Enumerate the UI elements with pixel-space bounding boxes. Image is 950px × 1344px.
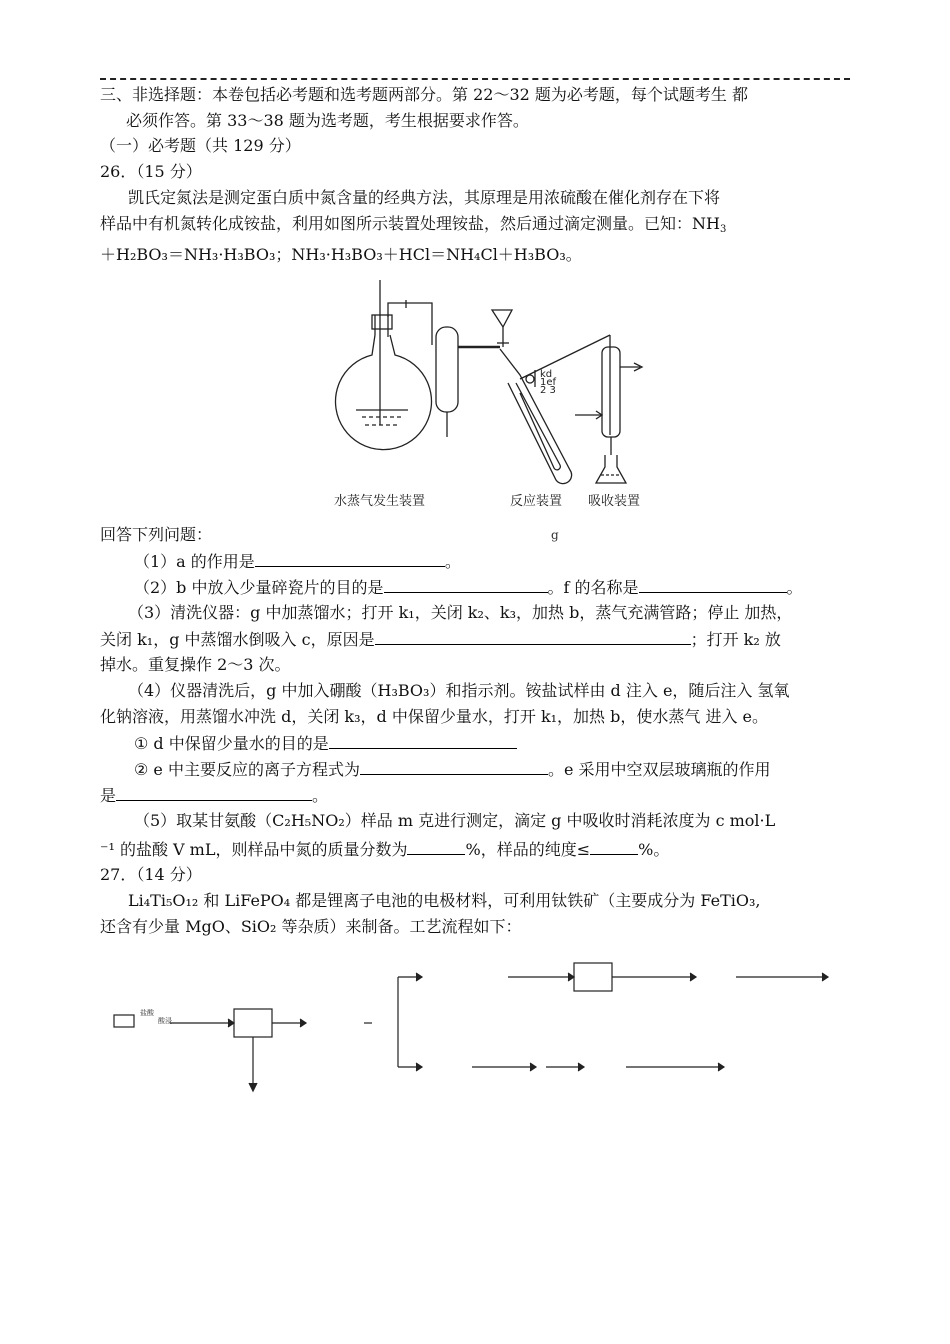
required-section-title: （一）必考题（共 129 分） xyxy=(100,136,301,155)
q26-part5-text-b: %，样品的纯度≤ xyxy=(465,840,591,859)
reaction-vessel xyxy=(492,310,610,484)
q26-part2 xyxy=(134,576,803,599)
answer-blank-2b[interactable] xyxy=(639,576,787,593)
fig-label-reaction: 反应装置 xyxy=(510,494,563,509)
q26-part3-line2 xyxy=(100,628,781,651)
q26-part3-text-b: ；打开 k₂ 放 xyxy=(690,630,781,649)
flow-start-box xyxy=(114,1015,134,1027)
q26-part5-line1: （5）取某甘氨酸（C₂H₅NO₂）样品 m 克进行测定，滴定 g 中吸收时消耗浓度为 c mol·L xyxy=(134,811,776,830)
q26-part1 xyxy=(134,550,461,573)
q26-part4-q1-text: ① d 中保留少量水的目的是 xyxy=(134,734,329,753)
process-flow-diagram xyxy=(100,955,840,1105)
q26-part4-q2-text-b: 。e 采用中空双层玻璃瓶的作用 xyxy=(548,760,771,779)
fig-label-absorb: 吸收装置 xyxy=(588,494,641,509)
answer-blank-4a[interactable] xyxy=(329,732,517,749)
q26-part4-q2 xyxy=(134,758,771,781)
q26-intro-line3: ＋H₂BO₃＝NH₃·H₃BO₃；NH₃·H₃BO₃＋HCl＝NH₄Cl＋H₃BO₃。 xyxy=(100,245,582,264)
q26-part5-line2 xyxy=(100,838,669,861)
section-heading-line2: 必须作答。第 33～38 题为选考题，考生根据要求作答。 xyxy=(126,111,529,130)
top-dashed-divider xyxy=(100,78,850,80)
q26-number: 26．（15 分） xyxy=(100,162,202,181)
answer-blank-3[interactable] xyxy=(375,628,691,645)
q26-part5-text-c: %。 xyxy=(638,840,670,859)
kjeldahl-apparatus-figure xyxy=(320,275,670,520)
q26-part4-line2: 化钠溶液，用蒸馏水冲洗 d，关闭 k₃，d 中保留少量水，打开 k₁，加热 b，使水蒸气 进入 e。 xyxy=(100,707,769,726)
fig-label-steam: 水蒸气发生装置 xyxy=(334,494,426,509)
q26-intro-line2-text: 样品中有机氮转化成铵盐，利用如图所示装置处理铵盐，然后通过滴定测量。已知：NH xyxy=(100,214,720,233)
flow-box-leach xyxy=(234,1009,272,1037)
q26-part4-q2-text-c: 是 xyxy=(100,786,117,805)
section-heading-line1: 三、非选择题：本卷包括必考题和选考题两部分。第 22～32 题为必考题，每个试题考生 都 xyxy=(100,85,748,104)
answer-blank-4b[interactable] xyxy=(360,758,548,775)
q26-part3-text-a: 关闭 k₁，g 中蒸馏水倒吸入 c，原因是 xyxy=(100,630,375,649)
flow-label-acid: 盐酸 xyxy=(140,1009,154,1017)
q27-intro-line2: 还含有少量 MgO、SiO₂ 等杂质）来制备。工艺流程如下： xyxy=(100,917,522,936)
q26-part1-end: 。 xyxy=(444,552,461,571)
q27-number: 27．（14 分） xyxy=(100,865,202,884)
q26-part2-text-a: （2）b 中放入少量碎瓷片的目的是 xyxy=(134,578,384,597)
q26-part2-end: 。 xyxy=(786,578,803,597)
q26-intro-line2 xyxy=(100,213,726,241)
answer-blank-1[interactable] xyxy=(255,550,445,567)
q26-answer-prompt: 回答下列问题： xyxy=(100,525,213,544)
q26-part4-q1 xyxy=(134,732,517,755)
q26-part4-q2-cont xyxy=(100,784,328,807)
q26-part2-text-b: 。f 的名称是 xyxy=(547,578,639,597)
fig-small-labels: kd 1ef 2 3 xyxy=(540,369,557,396)
q26-part5-text-a: ⁻¹ 的盐酸 V mL，则样品中氮的质量分数为 xyxy=(100,840,408,859)
answer-blank-4c[interactable] xyxy=(116,784,312,801)
answer-blank-2a[interactable] xyxy=(384,576,548,593)
q26-part1-text: （1）a 的作用是 xyxy=(134,552,255,571)
answer-blank-5a[interactable] xyxy=(407,838,465,855)
q26-part4-q2-end: 。 xyxy=(312,786,329,805)
q26-part4-q2-text-a: ② e 中主要反应的离子方程式为 xyxy=(134,760,360,779)
answer-blank-5b[interactable] xyxy=(590,838,638,855)
q26-part3-line1: （3）清洗仪器：g 中加蒸馏水；打开 k₁，关闭 k₂、k₃，加热 b，蒸气充满管路；停止 加热， xyxy=(128,603,793,622)
flow-label-leach: 酸浸 xyxy=(158,1017,172,1025)
flow-box-upper xyxy=(574,963,612,991)
q26-intro-line1: 凯氏定氮法是测定蛋白质中氮含量的经典方法，其原理是用浓硫酸在催化剂存在下将 xyxy=(128,188,721,207)
steam-generator-flask xyxy=(336,280,433,450)
q26-intro-line2-sub: 3 xyxy=(719,224,727,235)
safety-trap xyxy=(432,325,500,437)
q26-part4-line1: （4）仪器清洗后，g 中加入硼酸（H₃BO₃）和指示剂。铵盐试样由 d 注入 e，随后注入 氢氧 xyxy=(128,681,790,700)
q27-intro-line1: Li₄Ti₅O₁₂ 和 LiFePO₄ 都是锂离子电池的电极材料，可利用钛铁矿（主要成分为 FeTiO₃, xyxy=(128,891,761,910)
fig-letter-g: g xyxy=(551,528,559,542)
q26-part3-line3: 掉水。重复操作 2～3 次。 xyxy=(100,655,291,674)
condenser-and-receiver xyxy=(575,335,642,483)
